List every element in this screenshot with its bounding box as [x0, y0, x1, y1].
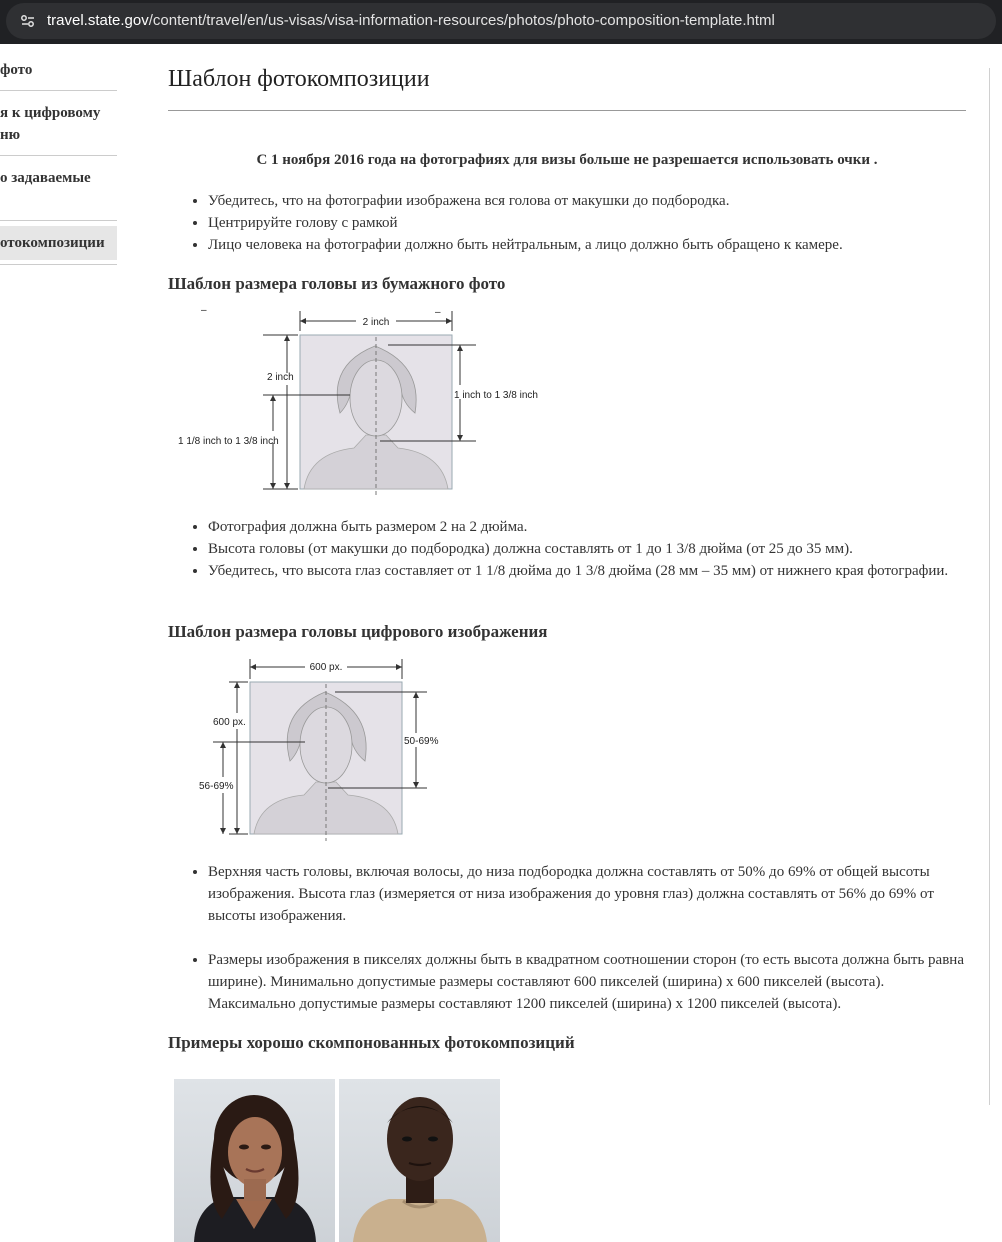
- digital-list-2: [168, 949, 966, 1015]
- sidebar-item-faq[interactable]: о задаваемые: [0, 170, 91, 186]
- url-path: /content/travel/en/us-visas/visa-information-resources/photos/photo-composition-template.html: [148, 12, 775, 29]
- digital-head-size-diagram: [195, 655, 465, 845]
- page-title: Шаблон фотокомпозиции: [168, 66, 430, 92]
- sidebar-divider: [0, 264, 117, 265]
- url-host: travel.state.gov: [47, 12, 149, 29]
- list-item: • Верхняя часть головы, включая волосы, до низа подбородка должна составлять от 50% до 69% от общей высоты изображения. Высота глаз (измеряется от низа изображения до уровня глаз) должна составлять от 56% до 69% от высоты изображения.: [208, 861, 966, 927]
- paper-eye-height-label: 1 1/8 inch to 1 3/8 inch: [178, 436, 279, 447]
- example-photo-woman: [174, 1079, 335, 1242]
- list-item: • Фотография должна быть размером 2 на 2 дюйма.: [208, 516, 966, 538]
- digital-list-1: [168, 861, 966, 927]
- digital-head-pct-label: 50-69%: [404, 736, 439, 747]
- example-photo-man: [339, 1079, 500, 1242]
- list-item: • Убедитесь, что на фотографии изображена вся голова от макушки до подбородка.: [208, 190, 966, 212]
- list-item: • Убедитесь, что высота глаз составляет от 1 1/8 дюйма до 1 3/8 дюйма (28 мм – 35 мм) от нижнего края фотографии.: [208, 560, 966, 582]
- examples-heading: Примеры хорошо скомпонованных фотокомпозиций: [168, 1033, 575, 1052]
- digital-heading: Шаблон размера головы цифрового изображения: [168, 622, 548, 641]
- site-settings-icon[interactable]: [16, 9, 40, 33]
- scrollbar-track[interactable]: [989, 68, 990, 1105]
- paper-height-label: 2 inch: [267, 372, 294, 383]
- glasses-notice: С 1 ноября 2016 года на фотографиях для визы больше не разрешается использовать очки .: [256, 152, 878, 168]
- browser-toolbar: [0, 0, 1002, 44]
- paper-head-size-diagram: [170, 303, 560, 499]
- paper-heading: Шаблон размера головы из бумажного фото: [168, 274, 506, 293]
- paper-list: [168, 516, 966, 582]
- paper-width-label: 2 inch: [362, 317, 390, 328]
- sidebar-divider: [0, 220, 117, 221]
- address-bar[interactable]: [6, 3, 996, 39]
- list-item: • Лицо человека на фотографии должно быть нейтральным, а лицо должно быть обращено к камере.: [208, 234, 966, 256]
- list-item: • Размеры изображения в пикселях должны быть в квадратном соотношении сторон (то есть высота должна быть равна ширине). Минимально допустимые размеры составляют 600 пикселей (ширина) x 600 пикселей (высота). Максимально допустимые размеры составляют 1200 пикселей (ширина) x 1200 пикселей (высота).: [208, 949, 966, 1015]
- digital-height-label: 600 px.: [213, 717, 246, 728]
- list-item: • Центрируйте голову с рамкой: [208, 212, 966, 234]
- url-text[interactable]: [47, 12, 775, 29]
- sidebar-item-composition[interactable]: отокомпозиции: [0, 235, 105, 251]
- sidebar-item-photo[interactable]: фото: [0, 62, 33, 78]
- decor-mark: –: [201, 305, 207, 316]
- digital-eye-pct-label: 56-69%: [199, 781, 234, 792]
- title-divider: [168, 110, 966, 111]
- paper-head-height-label: 1 inch to 1 3/8 inch: [454, 390, 538, 401]
- sidebar-divider: [0, 90, 117, 91]
- list-item: • Высота головы (от макушки до подбородка) должна составлять от 1 до 1 3/8 дюйма (от 25 до 35 мм).: [208, 538, 966, 560]
- intro-list: [168, 190, 966, 256]
- sidebar-divider: [0, 155, 117, 156]
- digital-width-label: 600 px.: [309, 662, 343, 673]
- decor-mark: –: [435, 307, 441, 318]
- sidebar-item-digital[interactable]: я к цифровому: [0, 105, 101, 121]
- sidebar-item-digital-cont[interactable]: ню: [0, 127, 21, 143]
